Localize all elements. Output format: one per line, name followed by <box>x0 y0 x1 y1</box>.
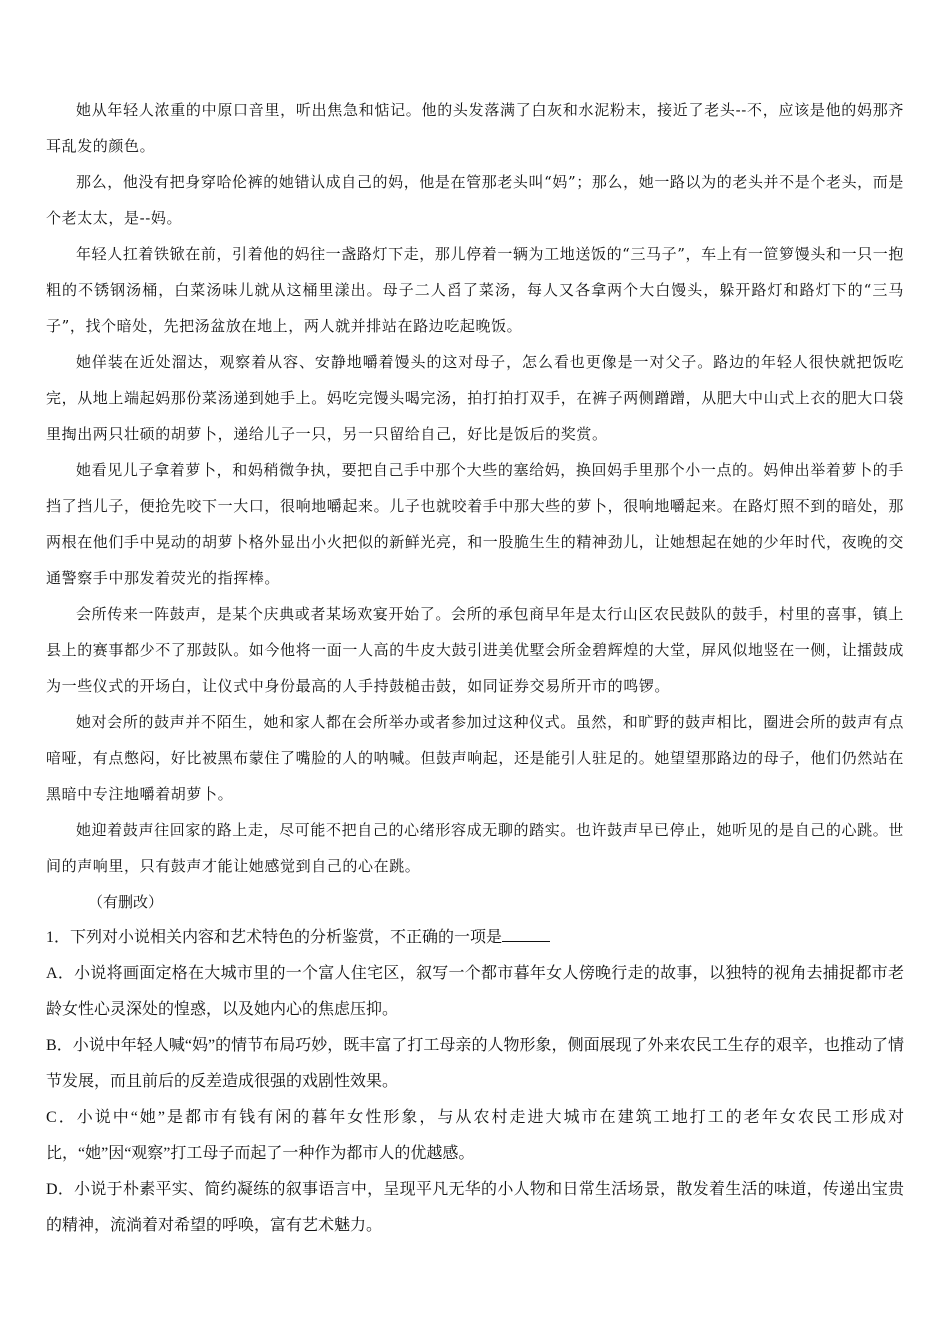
passage-paragraph-4: 她佯装在近处溜达，观察着从容、安静地嚼着馒头的这对母子，怎么看也更像是一对父子。路边的年轻人很快就把饭吃完，从地上端起妈那份菜汤递到她手上。妈吃完馒头喝完汤，拍打拍打双手，在裤子两侧蹭蹭，从肥大中山式上衣的肥大口袋里掏出两只壮硕的胡萝卜，递给儿子一只，另一只留给自己，好比是饭后的奖赏。 <box>46 353 905 443</box>
passage-paragraph-1: 她从年轻人浓重的中原口音里，听出焦急和惦记。他的头发落满了白灰和水泥粉末，接近了老头--不，应该是他的妈那齐耳乱发的颜色。 <box>46 101 904 155</box>
passage-paragraph-6: 会所传来一阵鼓声，是某个庆典或者某场欢宴开始了。会所的承包商早年是太行山区农民鼓队的鼓手，村里的喜事，镇上县上的赛事都少不了那鼓队。如今他将一面一人高的牛皮大鼓引进美优墅会所金碧辉煌的大堂，屏风似地竖在一侧，让擂鼓成为一些仪式的开场白，让仪式中身份最高的人手持鼓槌击鼓，如同证券交易所开市的鸣锣。 <box>46 605 905 695</box>
passage-paragraph-8: 她迎着鼓声往回家的路上走，尽可能不把自己的心绪形容成无聊的踏实。也许鼓声早已停止，她听见的是自己的心跳。世间的声响里，只有鼓声才能让她感觉到自己的心在跳。 <box>46 821 904 875</box>
passage-paragraph-5: 她看见儿子拿着萝卜，和妈稍微争执，要把自己手中那个大些的塞给妈，换回妈手里那个小一点的。妈伸出举着萝卜的手挡了挡儿子，便抢先咬下一大口，很响地嚼起来。儿子也就咬着手中那大些的萝卜，很响地嚼起来。在路灯照不到的暗处，那两根在他们手中晃动的胡萝卜格外显出小火把似的新鲜光亮，和一股脆生生的精神劲儿，让她想起在她的少年时代，夜晚的交通警察手中那发着荧光的指挥棒。 <box>46 461 905 587</box>
question-stem <box>46 920 904 956</box>
answer-blank <box>502 927 550 942</box>
passage-paragraph-7: 她对会所的鼓声并不陌生，她和家人都在会所举办或者参加过这种仪式。虽然，和旷野的鼓声相比，圈进会所的鼓声有点喑哑，有点憋闷，好比被黑布蒙住了嘴脸的人的呐喊。但鼓声响起，还是能引人驻足的。她望望那路边的母子，他们仍然站在黑暗中专注地嚼着胡萝卜。 <box>46 713 905 803</box>
option-b: B．小说中年轻人喊“妈”的情节布局巧妙，既丰富了打工母亲的人物形象，侧面展现了外来农民工生存的艰辛，也推动了情节发展，而且前后的反差造成很强的戏剧性效果。 <box>46 1037 904 1090</box>
abridged-note: （有删改） <box>88 893 164 911</box>
document-page <box>46 92 904 1244</box>
passage-paragraph-3: 年轻人扛着铁锨在前，引着他的妈往一盏路灯下走，那儿停着一辆为工地送饭的“三马子”，车上有一笸箩馒头和一只一抱粗的不锈钢汤桶，白菜汤味儿就从这桶里漾出。母子二人舀了菜汤，每人又各拿两个大白馒头，躲开路灯和路灯下的“三马子”，找个暗处，先把汤盆放在地上，两人就并排站在路边吃起晚饭。 <box>46 245 904 335</box>
question-stem-text: 1．下列对小说相关内容和艺术特色的分析鉴赏，不正确的一项是 <box>46 929 503 946</box>
option-c: C．小说中“她”是都市有钱有闲的暮年女性形象，与从农村走进大城市在建筑工地打工的老年女农民工形成对比，“她”因“观察”打工母子而起了一种作为都市人的优越感。 <box>46 1109 904 1162</box>
option-a: A．小说将画面定格在大城市里的一个富人住宅区，叙写一个都市暮年女人傍晚行走的故事，以独特的视角去捕捉都市老龄女性心灵深处的惶惑，以及她内心的焦虑压抑。 <box>46 965 904 1018</box>
passage-paragraph-2: 那么，他没有把身穿哈伦裤的她错认成自己的妈，他是在管那老头叫“妈”；那么，她一路以为的老头并不是个老头，而是个老太太，是--妈。 <box>46 173 904 227</box>
option-d: D．小说于朴素平实、简约凝练的叙事语言中，呈现平凡无华的小人物和日常生活场景，散发着生活的味道，传递出宝贵的精神，流淌着对希望的呼唤，富有艺术魅力。 <box>46 1181 904 1234</box>
